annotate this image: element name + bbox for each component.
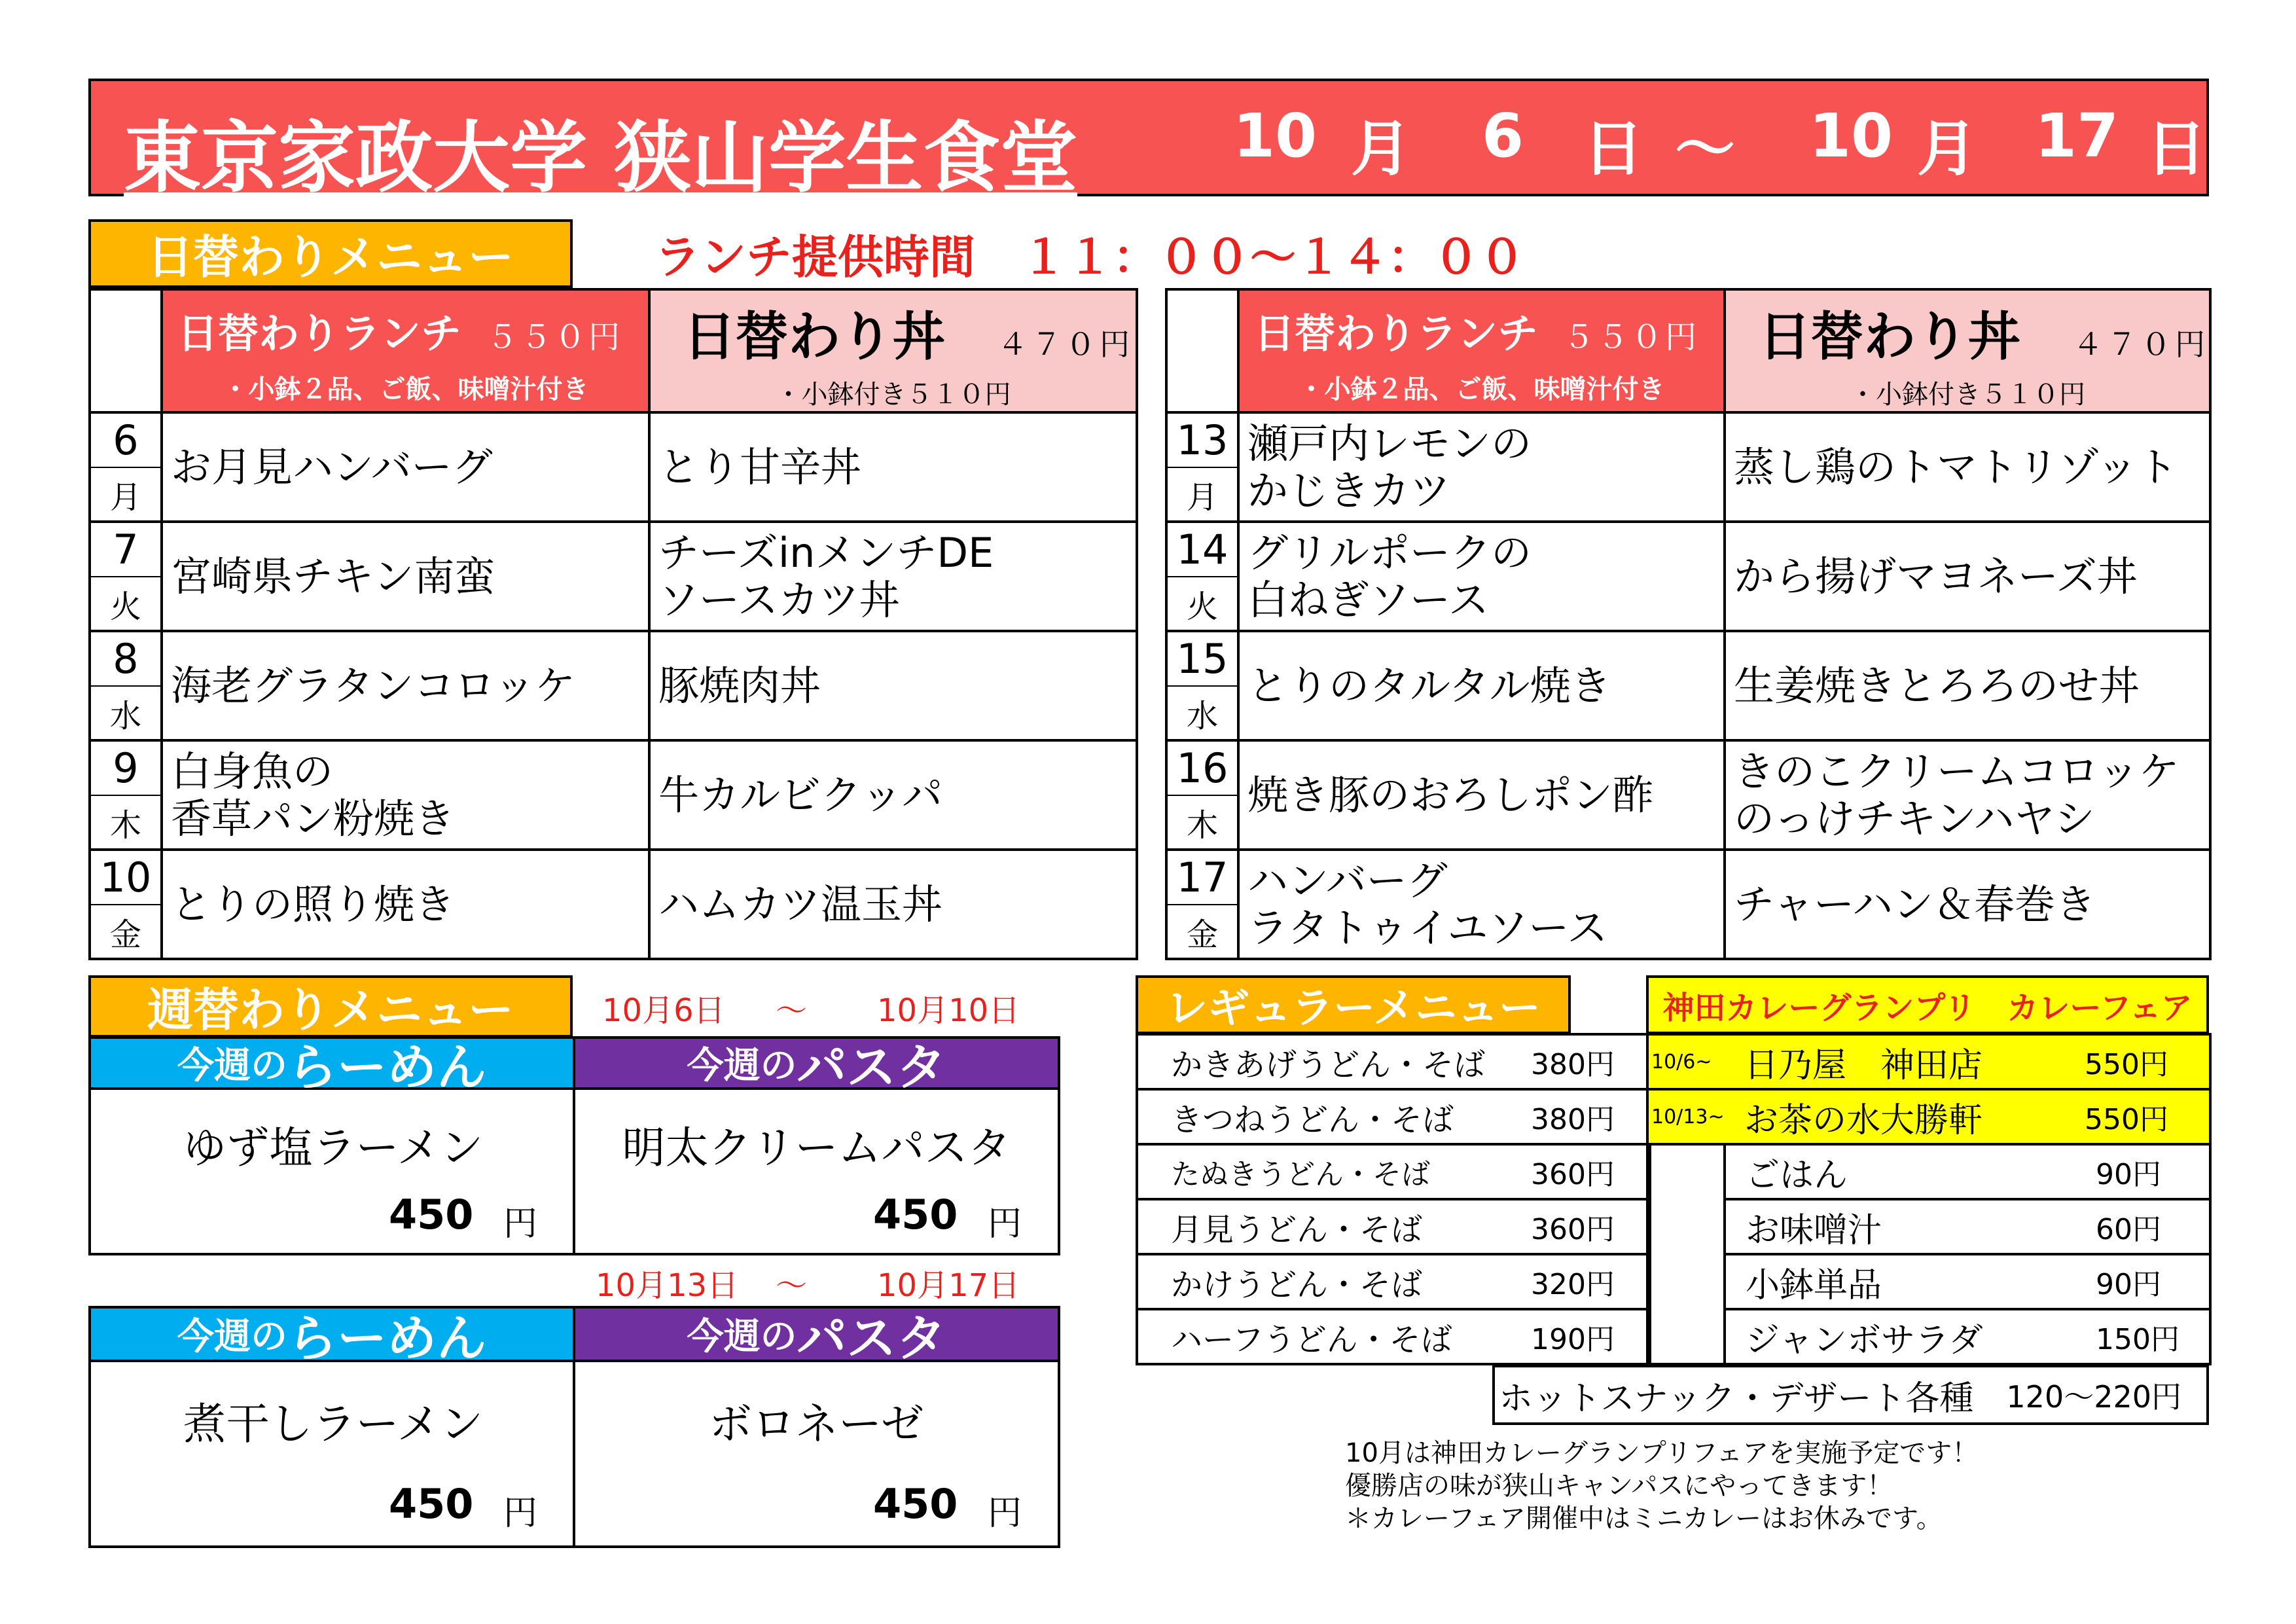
side-row xyxy=(1647,1199,2210,1254)
don-menu-line: 豚焼肉丼 xyxy=(658,661,821,710)
weekly-menu-label: 週替わりメニュー xyxy=(88,975,573,1038)
daily-table-header xyxy=(1166,289,2210,412)
side-cell xyxy=(1725,1199,2210,1254)
lunch-menu-cell xyxy=(162,412,649,522)
header-blank-cell xyxy=(1166,289,1238,412)
ramen-header xyxy=(91,1308,575,1367)
weekday: 水 xyxy=(1166,686,1238,740)
weekday: 火 xyxy=(90,577,162,631)
header-blank-cell xyxy=(90,289,162,412)
ramen-header xyxy=(91,1038,575,1096)
notes xyxy=(1345,1437,1978,1535)
curry-date: 10/6~ xyxy=(1647,1034,1725,1089)
date-end-day: 17 xyxy=(2035,101,2119,171)
day-number: 16 xyxy=(1166,740,1238,795)
lunch-menu-cell xyxy=(162,850,649,959)
don-column-note: ・小鉢付き５１０円 xyxy=(1850,380,2085,410)
weekly-ramen-name: 煮干しラーメン xyxy=(183,1398,484,1449)
lunch-menu-line: 海老グラタンコロッケ xyxy=(171,661,576,710)
regular-menu-line xyxy=(1138,1094,1649,1140)
regular-menu-item xyxy=(1137,1199,1650,1254)
note-line: 10月は神田カレーグランプリフェアを実施予定です！ xyxy=(1345,1438,1979,1468)
side-item-price: 60円 xyxy=(2096,1213,2161,1246)
lunch-column-header xyxy=(162,289,649,412)
side-line xyxy=(1726,1312,2209,1362)
curry-price: 550円 xyxy=(2085,1048,2168,1081)
don-column-header xyxy=(649,289,1137,412)
curry-cell xyxy=(1725,1034,2210,1089)
regular-menu-item xyxy=(1137,1034,1650,1089)
lunch-menu-line: 瀬戸内レモンの xyxy=(1247,419,1532,467)
regular-item-price: 360円 xyxy=(1531,1213,1615,1246)
curry-date: 10/13~ xyxy=(1647,1089,1725,1144)
don-column-note: ・小鉢付き５１０円 xyxy=(775,380,1011,410)
weekday: 水 xyxy=(90,686,162,740)
day-number: 8 xyxy=(90,631,162,686)
side-row xyxy=(1647,1144,2210,1199)
don-menu-line: ソースカツ丼 xyxy=(658,575,900,624)
lunch-column-title: 日替わりランチ xyxy=(177,310,462,357)
lunch-menu-cell xyxy=(1238,740,1725,850)
curry-line xyxy=(1725,1038,2209,1087)
regular-item-price: 190円 xyxy=(1531,1323,1615,1356)
don-menu-line: とり甘辛丼 xyxy=(658,442,862,491)
daily-menu-row xyxy=(90,740,1137,795)
regular-item-price: 380円 xyxy=(1531,1103,1615,1136)
day-number: 14 xyxy=(1166,522,1238,577)
day-number: 17 xyxy=(1166,850,1238,905)
curry-shop-name: お茶の水大勝軒 xyxy=(1744,1100,1983,1140)
snack-name: ホットスナック・デザート各種 xyxy=(1499,1379,1974,1418)
weekly-ramen-name: ゆず塩ラーメン xyxy=(183,1122,484,1173)
note-line: ＊カレーフェア開催中はミニカレーはお休みです。 xyxy=(1345,1504,1943,1534)
pasta-header-small: 今週の xyxy=(687,1316,797,1358)
daily-menu-row xyxy=(90,412,1137,467)
regular-item-name: かきあげうどん・そば xyxy=(1171,1046,1486,1083)
don-menu-cell xyxy=(649,740,1137,850)
weekly-pasta-price: 450 xyxy=(873,1191,958,1238)
lunch-menu-cell xyxy=(162,522,649,631)
weekday: 金 xyxy=(1166,905,1238,959)
lunch-menu-line: 香草パン粉焼き xyxy=(171,794,456,842)
lunch-menu-line: お月見ハンバーグ xyxy=(171,442,493,491)
side-item-name: ジャンボサラダ xyxy=(1746,1320,1983,1360)
regular-menu-line xyxy=(1138,1039,1649,1085)
regular-item-name: かけうどん・そば xyxy=(1171,1266,1423,1303)
don-menu-line: のっけチキンハヤシ xyxy=(1734,794,2095,842)
regular-menu-item xyxy=(1137,1144,1650,1199)
weekly-ramen-price: 450 xyxy=(389,1191,474,1238)
don-menu-cell xyxy=(1725,412,2210,522)
regular-item-name: 月見うどん・そば xyxy=(1171,1211,1423,1248)
side-item-price: 90円 xyxy=(2096,1268,2161,1301)
lunch-time-text: ランチ提供時間 １１：００～１４：００ xyxy=(655,230,1525,284)
lunch-menu-line: 宮崎県チキン南蛮 xyxy=(171,552,495,600)
daily-menu-row xyxy=(90,631,1137,686)
side-line xyxy=(1726,1147,2209,1197)
regular-menu-line xyxy=(1138,1259,1649,1305)
weekday: 火 xyxy=(1166,577,1238,631)
side-row xyxy=(1647,1309,2210,1364)
curry-line xyxy=(1725,1092,2209,1142)
curry-shop-name: 日乃屋 神田店 xyxy=(1744,1045,1983,1085)
side-item-name: 小鉢単品 xyxy=(1746,1265,1882,1305)
lunch-column-title: 日替わりランチ xyxy=(1254,310,1539,357)
don-menu-cell xyxy=(649,412,1137,522)
ramen-header-small: 今週の xyxy=(177,1316,287,1358)
weekly-pasta-yen: 円 xyxy=(988,1204,1022,1244)
lunch-menu-cell xyxy=(162,631,649,740)
weekly-date-from: 10月6日 xyxy=(602,992,725,1029)
snack-price: 120～220円 xyxy=(2006,1379,2182,1415)
don-menu-line: から揚げマヨネーズ丼 xyxy=(1734,552,2138,600)
side-item-name: ごはん xyxy=(1746,1155,1848,1195)
date-end-month-unit: 月 xyxy=(1917,114,1978,184)
date-end-day-unit: 日 xyxy=(2146,114,2207,184)
weekday: 木 xyxy=(1166,795,1238,850)
snack-row xyxy=(1492,1365,2209,1425)
curry-side-table xyxy=(1646,1033,2212,1365)
don-menu-line: 牛カルビクッパ xyxy=(658,770,943,819)
don-menu-line: チャーハン＆春巻き xyxy=(1734,880,2096,928)
daily-menu-row xyxy=(1166,631,2210,686)
weekly-block-1 xyxy=(88,1036,1060,1255)
day-number: 9 xyxy=(90,740,162,795)
regular-menu-table xyxy=(1136,1033,1651,1365)
weekly-block-2 xyxy=(88,1306,1060,1548)
weekday: 金 xyxy=(90,905,162,959)
side-cell xyxy=(1725,1254,2210,1309)
ramen-header-big: らーめん xyxy=(287,1038,486,1096)
don-column-title: 日替わり丼 xyxy=(683,306,945,367)
weekly-pasta-yen: 円 xyxy=(988,1494,1022,1533)
weekly-date-from: 10月13日 xyxy=(596,1267,739,1304)
note-line: 優勝店の味が狭山キャンパスにやってきます！ xyxy=(1345,1471,1893,1501)
don-menu-line: ハムカツ温玉丼 xyxy=(658,880,943,928)
curry-fair-title: 神田カレーグランプリ カレーフェア xyxy=(1646,975,2209,1034)
side-blank-cell xyxy=(1647,1144,1725,1364)
lunch-menu-cell xyxy=(1238,522,1725,631)
lunch-menu-line: 白身魚の xyxy=(171,747,334,795)
don-menu-cell xyxy=(1725,850,2210,959)
lunch-menu-line: グリルポークの xyxy=(1247,528,1532,577)
lunch-menu-cell xyxy=(1238,850,1725,959)
side-line xyxy=(1726,1202,2209,1252)
lunch-menu-cell xyxy=(1238,631,1725,740)
weekly-pasta-price: 450 xyxy=(873,1480,958,1528)
weekly-date-to: 10月17日 xyxy=(877,1267,1020,1304)
regular-menu-cell xyxy=(1137,1254,1650,1309)
don-menu-cell xyxy=(649,631,1137,740)
don-column-price: ４７０円 xyxy=(997,327,1134,362)
side-line xyxy=(1726,1257,2209,1307)
lunch-column-price: ５５０円 xyxy=(1563,319,1700,355)
daily-menu-row xyxy=(1166,850,2210,905)
ramen-header-big: らーめん xyxy=(287,1308,486,1367)
daily-table-header xyxy=(90,289,1137,412)
lunch-menu-line: とりの照り焼き xyxy=(171,880,456,928)
regular-menu-line xyxy=(1138,1151,1649,1193)
lunch-menu-cell xyxy=(162,740,649,850)
don-menu-cell xyxy=(649,522,1137,631)
pasta-header-small: 今週の xyxy=(687,1045,797,1087)
regular-menu-item xyxy=(1137,1254,1650,1309)
lunch-column-price: ５５０円 xyxy=(486,319,623,355)
side-item-price: 150円 xyxy=(2096,1323,2179,1356)
don-menu-line: 蒸し鶏のトマトリゾット xyxy=(1734,442,2178,491)
regular-item-price: 360円 xyxy=(1531,1158,1615,1191)
date-end-month: 10 xyxy=(1809,101,1893,171)
weekday: 木 xyxy=(90,795,162,850)
pasta-header xyxy=(575,1038,1058,1096)
lunch-column-note: ・小鉢２品、ご飯、味噌汁付き xyxy=(222,374,589,405)
daily-menu-table-week1 xyxy=(88,288,1138,960)
day-number: 13 xyxy=(1166,412,1238,467)
pasta-header-big: パスタ xyxy=(797,1308,946,1367)
pasta-header xyxy=(575,1308,1058,1367)
side-cell xyxy=(1725,1144,2210,1199)
lunch-menu-line: ハンバーグ xyxy=(1247,856,1448,905)
side-item-price: 90円 xyxy=(2096,1158,2161,1191)
don-menu-line: チーズinメンチDE xyxy=(658,528,994,577)
side-item-name: お味噌汁 xyxy=(1746,1210,1882,1250)
daily-menu-row xyxy=(90,522,1137,577)
don-column-header xyxy=(1725,289,2210,412)
weekly-pasta-name: 明太クリームパスタ xyxy=(622,1122,1011,1173)
page-title: 東京家政大学 狭山学生食堂 xyxy=(124,113,1078,203)
weekly-pasta-name: ボロネーゼ xyxy=(709,1398,924,1449)
date-start-day-unit: 日 xyxy=(1583,114,1644,184)
don-menu-cell xyxy=(1725,631,2210,740)
lunch-menu-line: 焼き豚のおろしポン酢 xyxy=(1247,770,1654,819)
don-menu-line: 生姜焼きとろろのせ丼 xyxy=(1734,661,2140,710)
regular-menu-label: レギュラーメニュー xyxy=(1136,975,1571,1034)
date-start-day: 6 xyxy=(1482,101,1524,171)
header-banner xyxy=(88,79,2209,203)
regular-menu-line xyxy=(1138,1314,1649,1360)
regular-menu-cell xyxy=(1137,1034,1650,1089)
don-menu-cell xyxy=(1725,740,2210,850)
regular-menu-item xyxy=(1137,1309,1650,1364)
date-start-month: 10 xyxy=(1233,101,1318,171)
lunch-menu-line: ラタトゥイユソース xyxy=(1247,903,1608,952)
lunch-column-note: ・小鉢２品、ご飯、味噌汁付き xyxy=(1298,374,1665,405)
regular-item-price: 320円 xyxy=(1531,1268,1615,1301)
day-number: 7 xyxy=(90,522,162,577)
pasta-header-big: パスタ xyxy=(797,1038,946,1096)
regular-menu-line xyxy=(1138,1204,1649,1250)
curry-price: 550円 xyxy=(2085,1103,2168,1136)
side-cell xyxy=(1725,1309,2210,1364)
daily-menu-table-week2 xyxy=(1165,288,2212,960)
weekly-ramen-price: 450 xyxy=(389,1480,474,1528)
regular-menu-cell xyxy=(1137,1144,1650,1199)
day-number: 15 xyxy=(1166,631,1238,686)
daily-menu-row xyxy=(1166,740,2210,795)
don-menu-cell xyxy=(649,850,1137,959)
daily-menu-label: 日替わりメニュー xyxy=(88,219,573,288)
side-row xyxy=(1647,1254,2210,1309)
regular-menu-cell xyxy=(1137,1199,1650,1254)
day-number: 6 xyxy=(90,412,162,467)
regular-menu-cell xyxy=(1137,1089,1650,1144)
regular-item-name: ハーフうどん・そば xyxy=(1171,1321,1452,1358)
don-menu-cell xyxy=(1725,522,2210,631)
daily-menu-row xyxy=(90,850,1137,905)
don-column-price: ４７０円 xyxy=(2073,327,2209,362)
weekly-ramen-yen: 円 xyxy=(503,1204,538,1244)
lunch-menu-line: 白ねぎソース xyxy=(1247,575,1489,624)
curry-row xyxy=(1647,1034,2210,1089)
lunch-column-header xyxy=(1238,289,1725,412)
date-range-tilde: ～ xyxy=(1675,114,1736,184)
lunch-menu-cell xyxy=(1238,412,1725,522)
don-menu-line: きのこクリームコロッケ xyxy=(1734,747,2179,795)
lunch-menu-line: かじきカツ xyxy=(1247,466,1451,514)
lunch-menu-line: とりのタルタル焼き xyxy=(1247,661,1611,710)
weekly-date-tilde: ～ xyxy=(776,992,808,1029)
daily-menu-row xyxy=(1166,412,2210,467)
weekly-date-to: 10月10日 xyxy=(877,992,1020,1029)
date-start-month-unit: 月 xyxy=(1351,114,1412,184)
curry-row xyxy=(1647,1089,2210,1144)
weekday: 月 xyxy=(1166,467,1238,522)
weekly-date-tilde: ～ xyxy=(776,1267,808,1304)
don-column-title: 日替わり丼 xyxy=(1759,306,2020,367)
day-number: 10 xyxy=(90,850,162,905)
regular-item-name: たぬきうどん・そば xyxy=(1171,1158,1430,1191)
ramen-header-small: 今週の xyxy=(177,1045,287,1087)
regular-menu-item xyxy=(1137,1089,1650,1144)
regular-item-price: 380円 xyxy=(1531,1048,1615,1081)
weekday: 月 xyxy=(90,467,162,522)
weekly-ramen-yen: 円 xyxy=(503,1494,538,1533)
regular-menu-cell xyxy=(1137,1309,1650,1364)
regular-item-name: きつねうどん・そば xyxy=(1171,1101,1454,1138)
curry-cell xyxy=(1725,1089,2210,1144)
daily-menu-row xyxy=(1166,522,2210,577)
